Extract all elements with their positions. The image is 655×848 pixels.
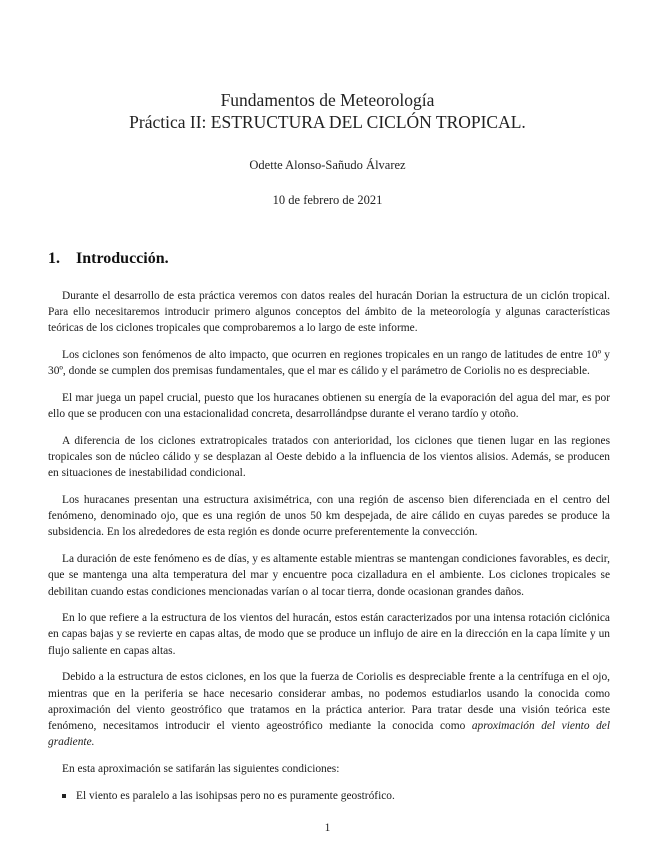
date-block (0, 193, 655, 208)
document-date: 10 de febrero de 2021 (272, 193, 383, 207)
paragraph: Los ciclones son fenómenos de alto impacto, que ocurren en regiones tropicales en un rango de latitudes de entre 10º y 30º, donde se cumplen dos premisas fundamentales, que el mar es cálido y el parámetro de Coriolis no es despreciable. (48, 349, 610, 378)
conditions-intro: En esta aproximación se satifarán las siguientes condiciones: (62, 762, 340, 775)
page-number: 1 (324, 822, 331, 834)
emphasis-text: aproximación del viento del gradiente. (48, 719, 610, 749)
paragraph: El mar juega un papel crucial, puesto que los huracanes obtienen su energía de la evaporación del agua del mar, es por ello que se producen con una estacionalidad concreta, desarrollándpse durante el verano tardío y otoño. (48, 392, 610, 421)
author-name: Odette Alonso-Sañudo Álvarez (249, 158, 406, 172)
document-title-line-2: Práctica II: ESTRUCTURA DEL CICLÓN TROPICAL. (129, 112, 526, 132)
title-block (0, 89, 655, 133)
paragraph: Durante el desarrollo de esta práctica veremos con datos reales del huracán Dorian la estructura de un ciclón tropical. Para ello necesitaremos introducir primero algunos conceptos del ámbito de la meteorología y algunas características teóricas de los ciclones tropicales que comprobaremos a lo largo de este informe. (48, 290, 610, 335)
square-bullet-icon (62, 794, 66, 798)
section-body (48, 288, 610, 804)
section-number: 1. (48, 250, 60, 267)
paragraph: Los huracanes presentan una estructura axisimétrica, con una región de ascenso bien diferenciada en el centro del fenómeno, denominado ojo, que es una región de unos 50 km despejada, de aire cálido en cuyas paredes se produce la subsidencia. En los alrededores de esta región es donde ocurre preferentemente la convección. (48, 494, 610, 539)
paragraph-text: Debido a la estructura de estos ciclones, en los que la fuerza de Coriolis es despreciable frente a la centrífuga en el ojo, mientras que en la periferia se hace necesario considerar ambas, no podemos estudiarlos usando la conocida como aproximación del viento geostrófico que tratamos en la práctica anterior. Para tratar desde una visión teórica este fenómeno, necesitamos introducir el viento ageostrófico mediante la conocida como (48, 671, 610, 732)
paragraph: La duración de este fenómeno es de días, y es altamente estable mientras se mantengan condiciones favorables, es decir, que se mantenga una alta temperatura del mar y encuentre poca cizalladura en el ambiente. Los ciclones tropicales se debilitan cuando estas condiciones mencionadas varían o al tocar tierra, donde ocasionan grandes daños. (48, 553, 610, 598)
section-heading (48, 250, 169, 268)
section-title: Introducción. (76, 250, 169, 267)
paragraph-gradient-wind (48, 669, 610, 750)
paragraph: En lo que refiere a la estructura de los vientos del huracán, estos están caracterizados por una intensa rotación ciclónica en capas bajas y se revierte en capas altas, de modo que se produce un influjo de aire en la dirección en la capa límite y un flujo saliente en capas altas. (48, 612, 610, 657)
author-block (0, 158, 655, 173)
document-title-line-1: Fundamentos de Meteorología (220, 90, 435, 110)
list-item (62, 788, 610, 804)
conditions-list (48, 788, 610, 804)
list-item-text: El viento es paralelo a las isohipsas pero no es puramente geostrófico. (76, 789, 395, 802)
paragraph: A diferencia de los ciclones extratropicales tratados con anterioridad, los ciclones que tienen lugar en las regiones tropicales son de núcleo cálido y se desplazan al Oeste debido a la influencia de los vientos alisios. Además, se producen en situaciones de inestabilidad condicional. (48, 434, 610, 480)
